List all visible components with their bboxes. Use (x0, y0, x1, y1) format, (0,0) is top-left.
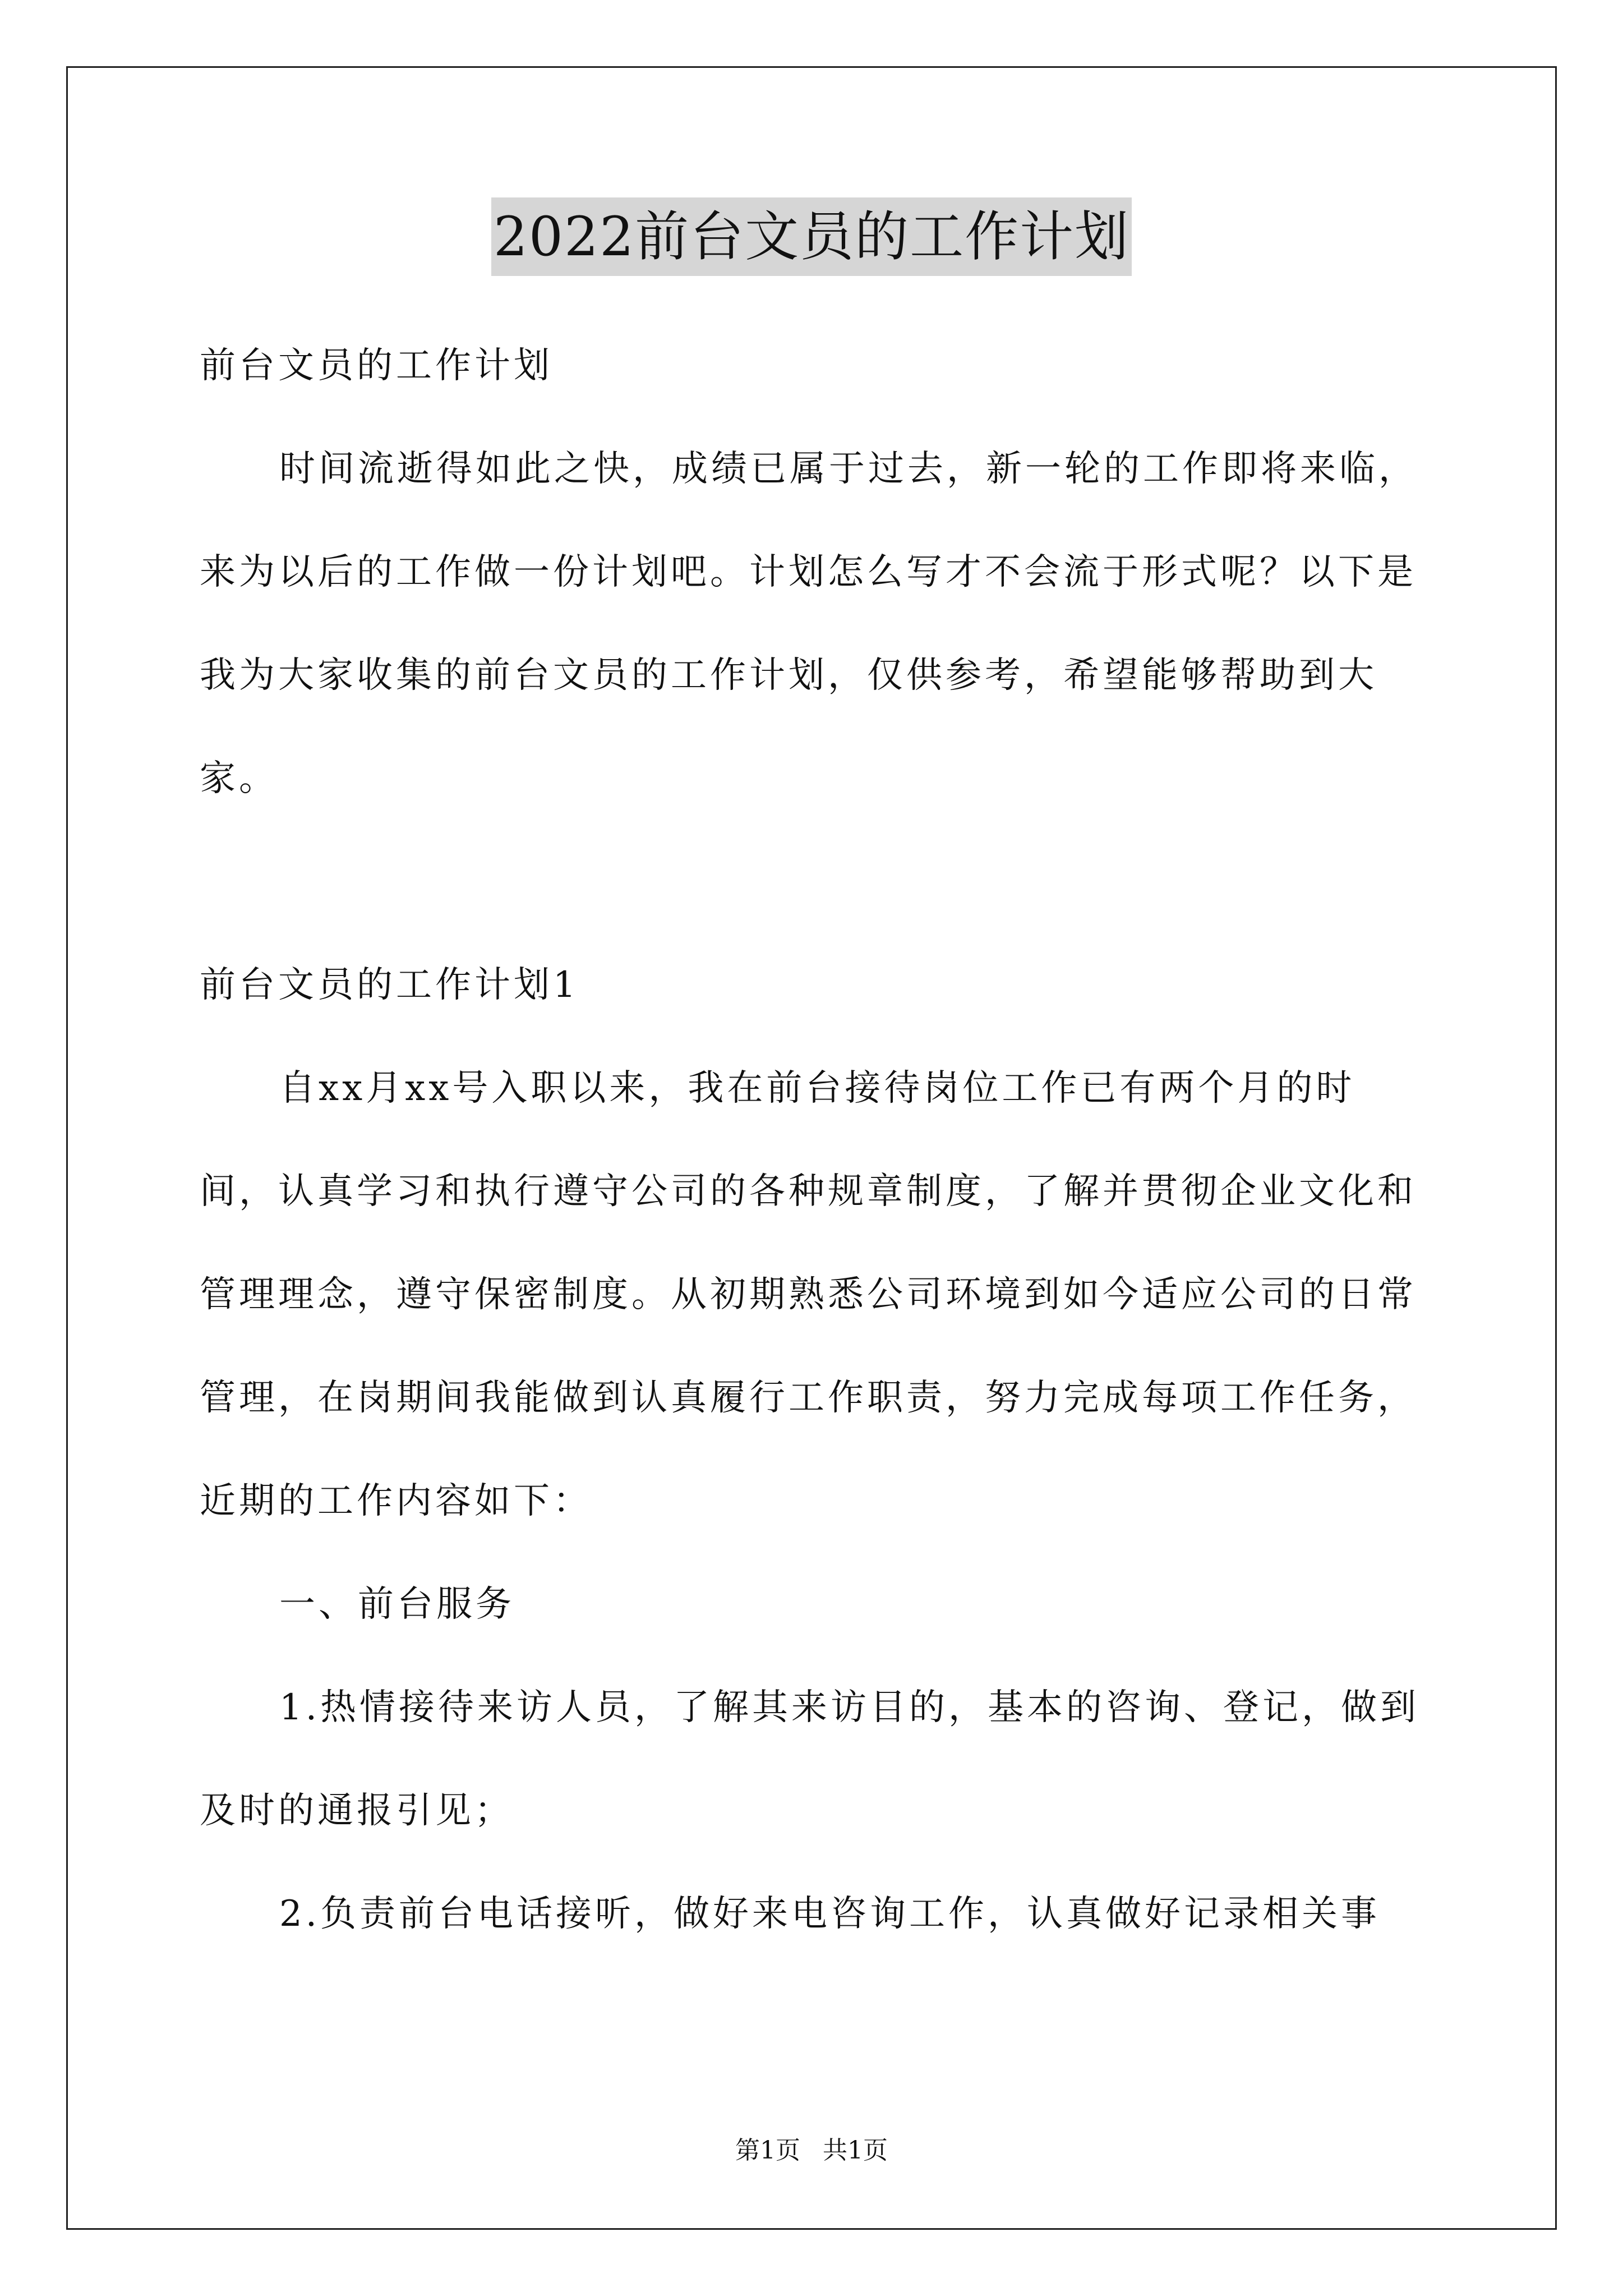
subheading-front-desk-service: 一、前台服务 (279, 1584, 515, 1625)
page-total: 共1页 (823, 2136, 888, 2165)
page-number: 第1页 (735, 2136, 800, 2165)
list-item-2: 2.负责前台电话接听，做好来电咨询工作，认真做好记录相关事 (279, 1893, 1381, 1935)
paragraph-spacer (200, 830, 1433, 933)
section-heading: 前台文员的工作计划1 (200, 964, 579, 1006)
title-container (0, 197, 1623, 276)
document-heading: 前台文员的工作计划 (200, 345, 553, 386)
list-item-1: 1.热情接待来访人员，了解其来访目的，基本的咨询、登记，做到及时的通报引见； (200, 1687, 1420, 1832)
section-paragraph: 自xx月xx号入职以来，我在前台接待岗位工作已有两个月的时间，认真学习和执行遵守公司的各种规章制度，了解并贯彻企业文化和管理理念，遵守保密制度。从初期熟悉公司环境到如今适应公司的日常管理，在岗期间我能做到认真履行工作职责，努力完成每项工作任务，近期的工作内容如下： (200, 1068, 1417, 1522)
intro-paragraph: 时间流逝得如此之快，成绩已属于过去，新一轮的工作即将来临，来为以后的工作做一份计划吧。计划怎么写才不会流于形式呢？以下是我为大家收集的前台文员的工作计划，仅供参考，希望能够帮助到大家。 (200, 448, 1418, 799)
page-footer (0, 2134, 1623, 2168)
document-title: 2022前台文员的工作计划 (491, 197, 1132, 276)
document-body (200, 314, 1433, 1966)
